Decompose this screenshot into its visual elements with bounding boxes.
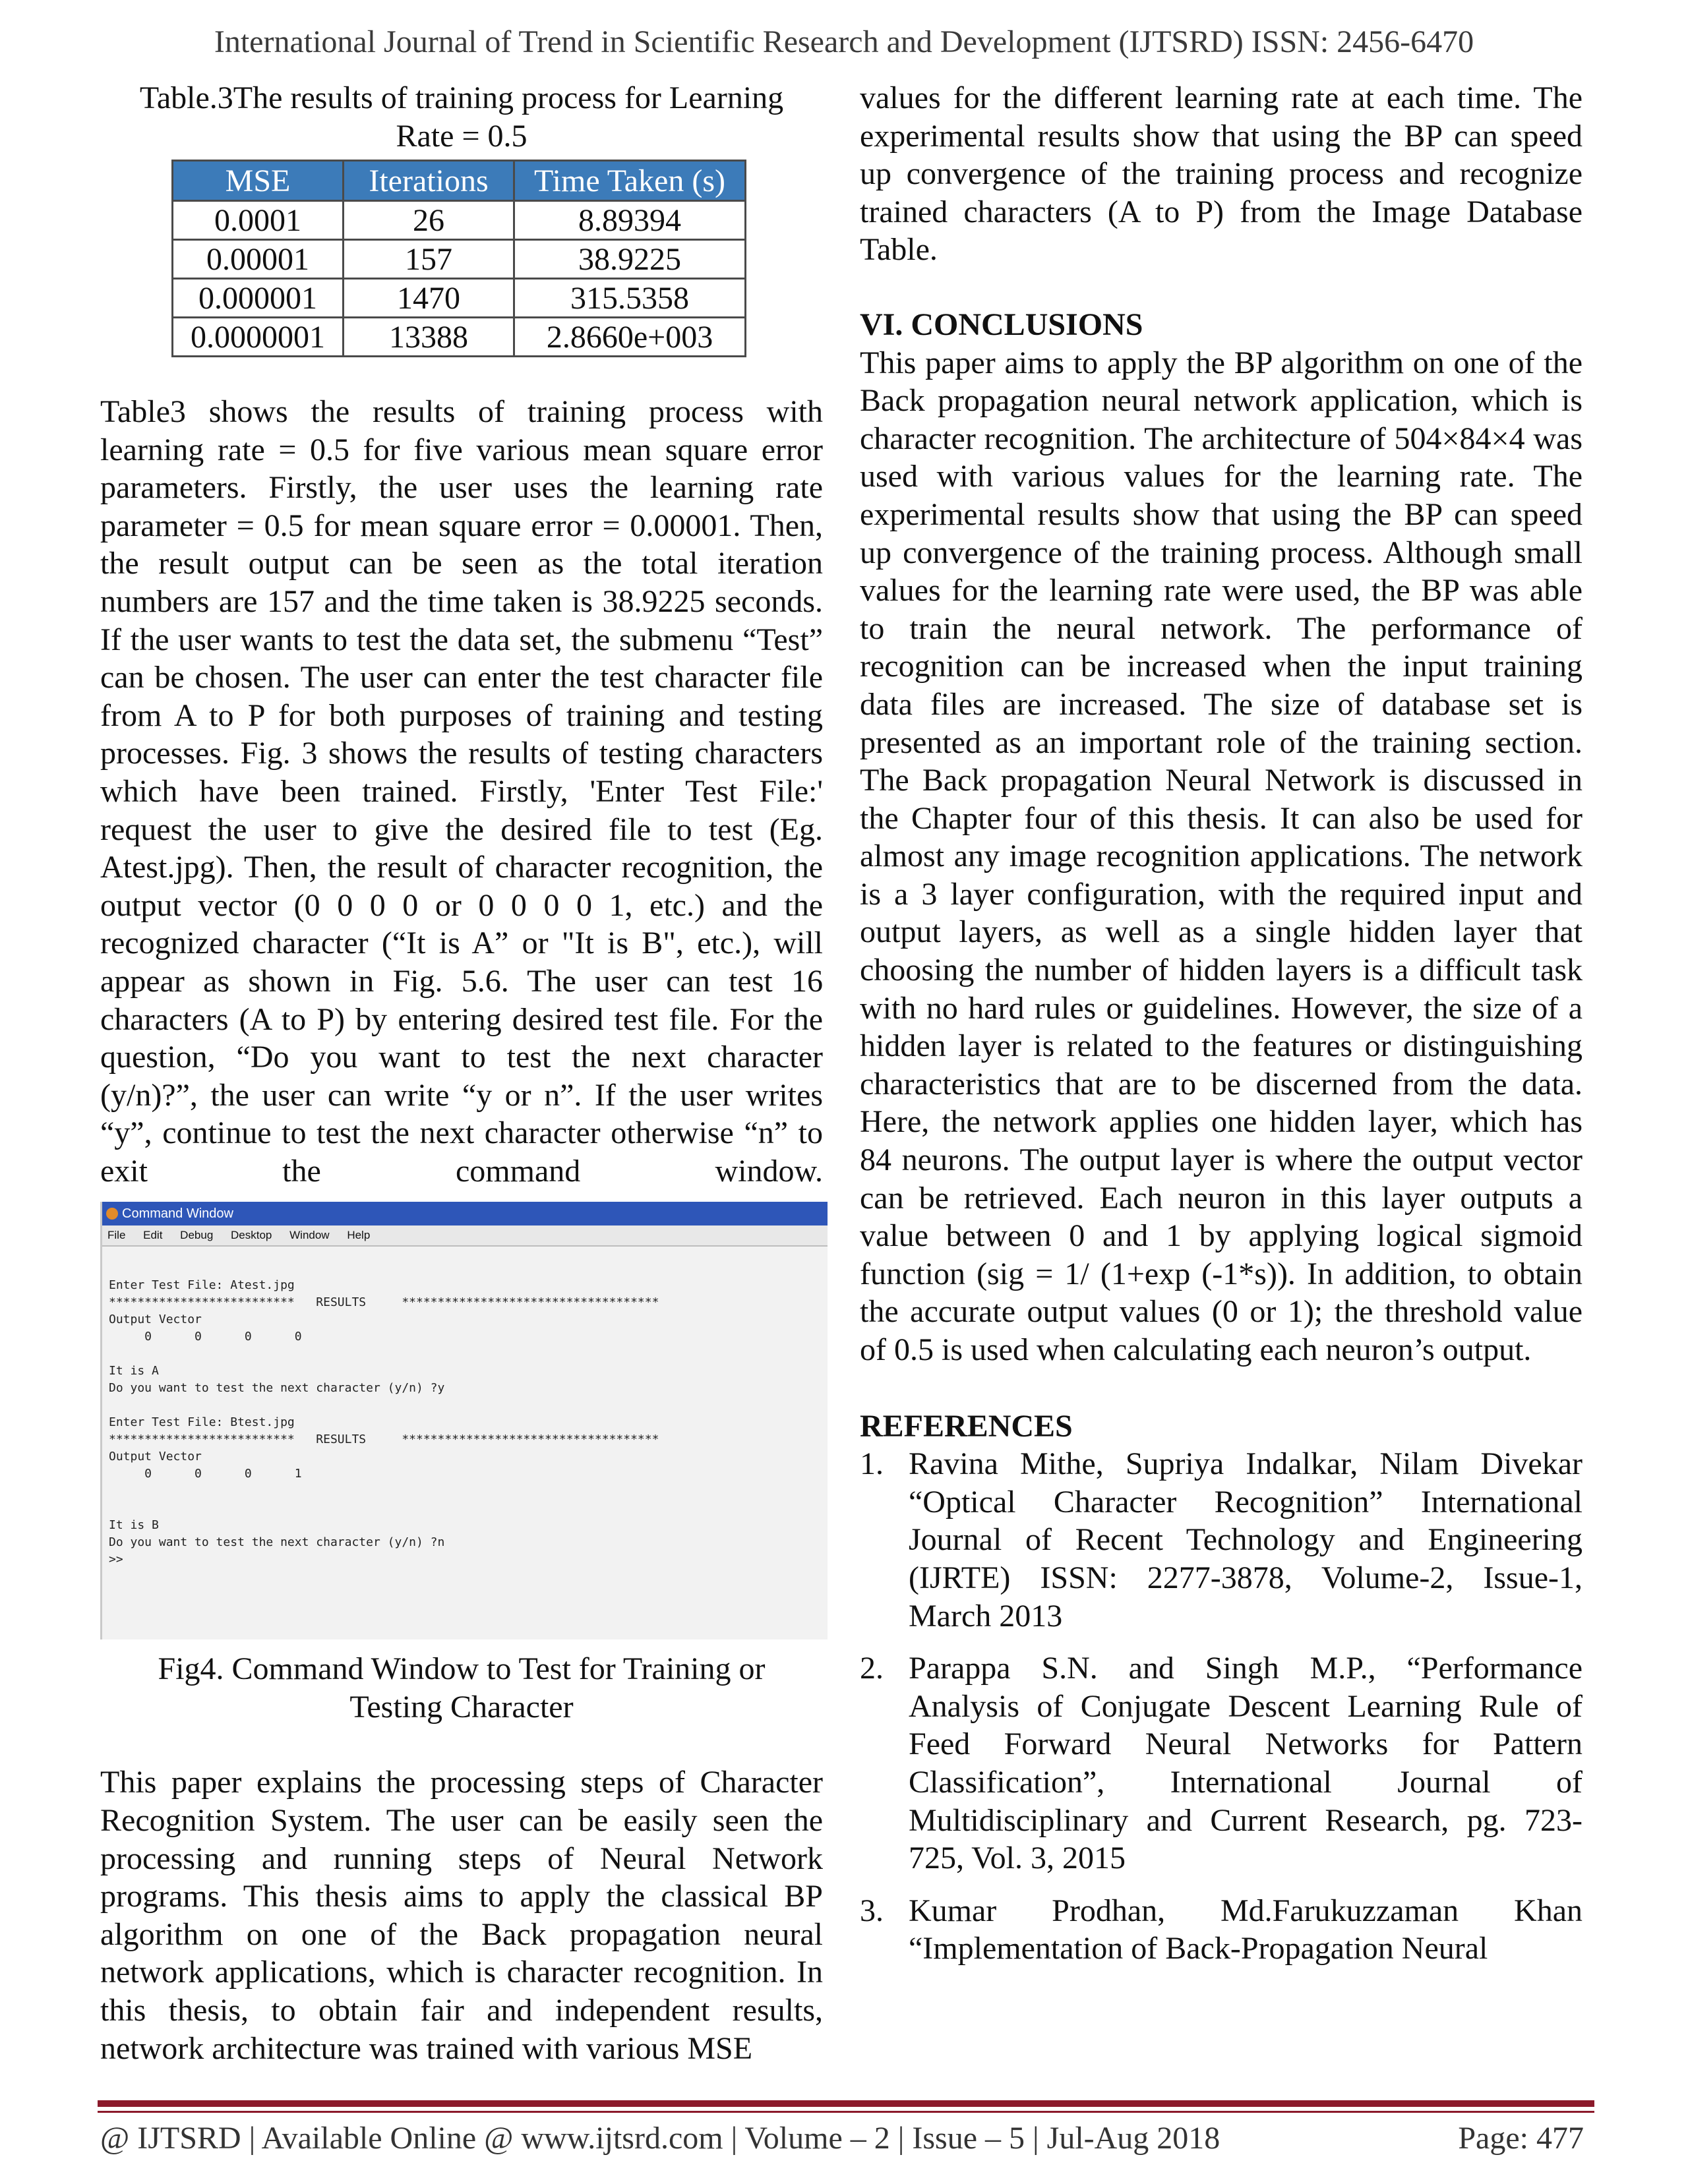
- reference-item: [860, 1649, 1582, 1877]
- menu-item-help: Help: [347, 1229, 371, 1242]
- table-caption-line1: Table.3The results of training process for Learning: [139, 80, 784, 115]
- console-line: [109, 1397, 828, 1414]
- menu-item-debug: Debug: [180, 1229, 214, 1242]
- reference-number: 1.: [860, 1446, 884, 1482]
- menu-item-desktop: Desktop: [231, 1229, 272, 1242]
- table-row: [173, 318, 746, 357]
- menu-item-file: File: [107, 1229, 126, 1242]
- console-line: ************************** RESULTS ************************************: [109, 1295, 659, 1310]
- console-line: [109, 1345, 828, 1363]
- table-cell: 1470: [344, 279, 514, 318]
- table-cell: 13388: [344, 318, 514, 357]
- reference-item: [860, 1445, 1582, 1635]
- console-line: Do you want to test the next character (y/n) ?y: [109, 1381, 445, 1396]
- table-row: [173, 240, 746, 279]
- console-line: Enter Test File: Atest.jpg: [109, 1278, 295, 1293]
- table-cell: 38.9225: [514, 240, 746, 279]
- matlab-icon: [106, 1208, 118, 1220]
- table-row: [173, 201, 746, 240]
- right-column: [860, 79, 1582, 1968]
- conclusions-heading: VI. CONCLUSIONS: [860, 307, 1143, 342]
- table-cell: 0.000001: [173, 279, 344, 318]
- command-window-output: [102, 1247, 828, 1603]
- reference-text: Ravina Mithe, Supriya Indalkar, Nilam Divekar “Optical Character Recognition” International Journal of Recent Technology and Engineering (IJRTE) ISSN: 2277-3878, Volume-2, Issue-1, March 2013: [909, 1446, 1582, 1634]
- journal-header: International Journal of Trend in Scientific Research and Development (IJTSRD) ISSN: 2456-6470: [214, 24, 1474, 59]
- console-line: [109, 1483, 828, 1500]
- command-window-menubar: [102, 1225, 828, 1247]
- footer-page-number: Page: 477: [1458, 2121, 1584, 2156]
- results-table: [171, 160, 746, 357]
- table-cell: 315.5358: [514, 279, 746, 318]
- footer-journal-info: @ IJTSRD | Available Online @ www.ijtsrd.com | Volume – 2 | Issue – 5 | Jul-Aug 2018: [100, 2121, 1221, 2156]
- body-paragraph-continued: values for the different learning rate at each time. The experimental results show that using the BP can speed up convergence of the training process and recognize trained characters (A to P) from the Image Database Table.: [860, 80, 1582, 268]
- reference-number: 2.: [860, 1651, 884, 1686]
- figure-caption-line1: Fig4. Command Window to Test for Training or: [158, 1651, 766, 1687]
- console-line: Enter Test File: Btest.jpg: [109, 1415, 295, 1430]
- console-line: ************************** RESULTS ************************************: [109, 1432, 659, 1447]
- reference-text: Parappa S.N. and Singh M.P., “Performance Analysis of Conjugate Descent Learning Rule of Feed Forward Neural Networks for Pattern Classification”, International Journal of Multidisciplinary and Current Research, pg. 723-725, Vol. 3, 2015: [909, 1651, 1582, 1876]
- table-cell: 26: [344, 201, 514, 240]
- conclusions-paragraph: This paper aims to apply the BP algorithm on one of the Back propagation neural network application, which is character recognition. The architecture of 504×84×4 was used with various values for the learning rate. The experimental results show that using the BP can speed up convergence of the training process. Although small values for the learning rate were used, the BP was able to train the neural network. The performance of recognition can be increased when the input training data files are increased. The size of database set is presented as an important role of the training section. The Back propagation Neural Network is discussed in the Chapter four of this thesis. It can also be used for almost any image recognition applications. The network is a 3 layer configuration, with the required input and output layers, as well as a single hidden layer that choosing the number of hidden layers is a difficult task with no hard rules or guidelines. However, the size of a hidden layer is related to the features or distinguishing characteristics that are to be discerned from the data. Here, the network applies one hidden layer, which has 84 neurons. The output layer is where the output vector can be retrieved. Each neuron in this layer outputs a value between 0 and 1 by applying logical sigmoid function (sig = 1/ (1+exp (-1*s)). In addition, to obtain the accurate output values (0 or 1); the threshold value of 0.5 is used when calculating each neuron’s output.: [860, 345, 1582, 1367]
- table-cell: 157: [344, 240, 514, 279]
- left-column: [100, 79, 823, 2067]
- footer-rule-thin: [98, 2111, 1594, 2113]
- console-line: Output Vector: [109, 1450, 202, 1464]
- body-paragraph-summary: This paper explains the processing steps of Character Recognition System. The user can be easily seen the processing and running steps of Neural Network programs. This thesis aims to apply the classical BP algorithm on one of the Back propagation neural network applications, which is character recognition. In this thesis, to obtain fair and independent results, network architecture was trained with various MSE: [100, 1765, 823, 2066]
- table-cell: 8.89394: [514, 201, 746, 240]
- menu-item-window: Window: [289, 1229, 330, 1242]
- table-cell: 0.0001: [173, 201, 344, 240]
- reference-item: [860, 1892, 1582, 1968]
- console-prompt: >>: [109, 1552, 123, 1567]
- command-window-figure: [100, 1202, 828, 1639]
- command-window-titlebar: [102, 1202, 828, 1225]
- table-cell: 0.00001: [173, 240, 344, 279]
- reference-number: 3.: [860, 1893, 884, 1928]
- footer-rule: [98, 2100, 1594, 2107]
- console-line: It is B: [109, 1518, 159, 1533]
- console-line: [109, 1500, 828, 1517]
- table-row: [173, 279, 746, 318]
- menu-item-edit: Edit: [143, 1229, 163, 1242]
- references-heading: REFERENCES: [860, 1408, 1073, 1444]
- table-header-time: Time Taken (s): [514, 161, 746, 201]
- console-line: 0 0 0 1: [109, 1467, 302, 1481]
- table-cell: 2.8660e+003: [514, 318, 746, 357]
- table-header-iterations: Iterations: [344, 161, 514, 201]
- figure-caption-line2: Testing Character: [349, 1690, 574, 1725]
- table-cell: 0.0000001: [173, 318, 344, 357]
- table-caption-line2: Rate = 0.5: [396, 119, 528, 154]
- command-window-title: Command Window: [122, 1206, 233, 1222]
- body-paragraph-table3: Table3 shows the results of training process with learning rate = 0.5 for five various mean square error parameters. Firstly, the user uses the learning rate parameter = 0.5 for mean square error = 0.00001. Then, the result output can be seen as the total iteration numbers are 157 and the time taken is 38.9225 seconds. If the user wants to test the data set, the submenu “Test” can be chosen. The user can enter the test character file from A to P for both purposes of training and testing processes. Fig. 3 shows the results of testing characters which have been trained. Firstly, 'Enter Test File:' request the user to give the desired file to test (Eg. Atest.jpg). Then, the result of character recognition, the output vector (0 0 0 0 or 0 0 0 0 1, etc.) and the recognized character (“It is A” or "It is B", etc.), will appear as shown in Fig. 5.6. The user can test 16 characters (A to P) by entering desired test file. For the question, “Do you want to test the next character (y/n)?”, the user can write “y or n”. If the user writes “y”, continue to test the next character otherwise “n” to exit the command window.: [100, 394, 823, 1189]
- reference-text: Kumar Prodhan, Md.Farukuzzaman Khan “Implementation of Back-Propagation Neural: [909, 1893, 1582, 1966]
- console-line: It is A: [109, 1364, 159, 1378]
- console-line: Output Vector: [109, 1313, 202, 1327]
- page-footer: [100, 2120, 1584, 2156]
- table-header-row: [173, 161, 746, 201]
- console-line: Do you want to test the next character (y/n) ?n: [109, 1535, 445, 1550]
- console-line: 0 0 0 0: [109, 1330, 302, 1344]
- table-header-mse: MSE: [173, 161, 344, 201]
